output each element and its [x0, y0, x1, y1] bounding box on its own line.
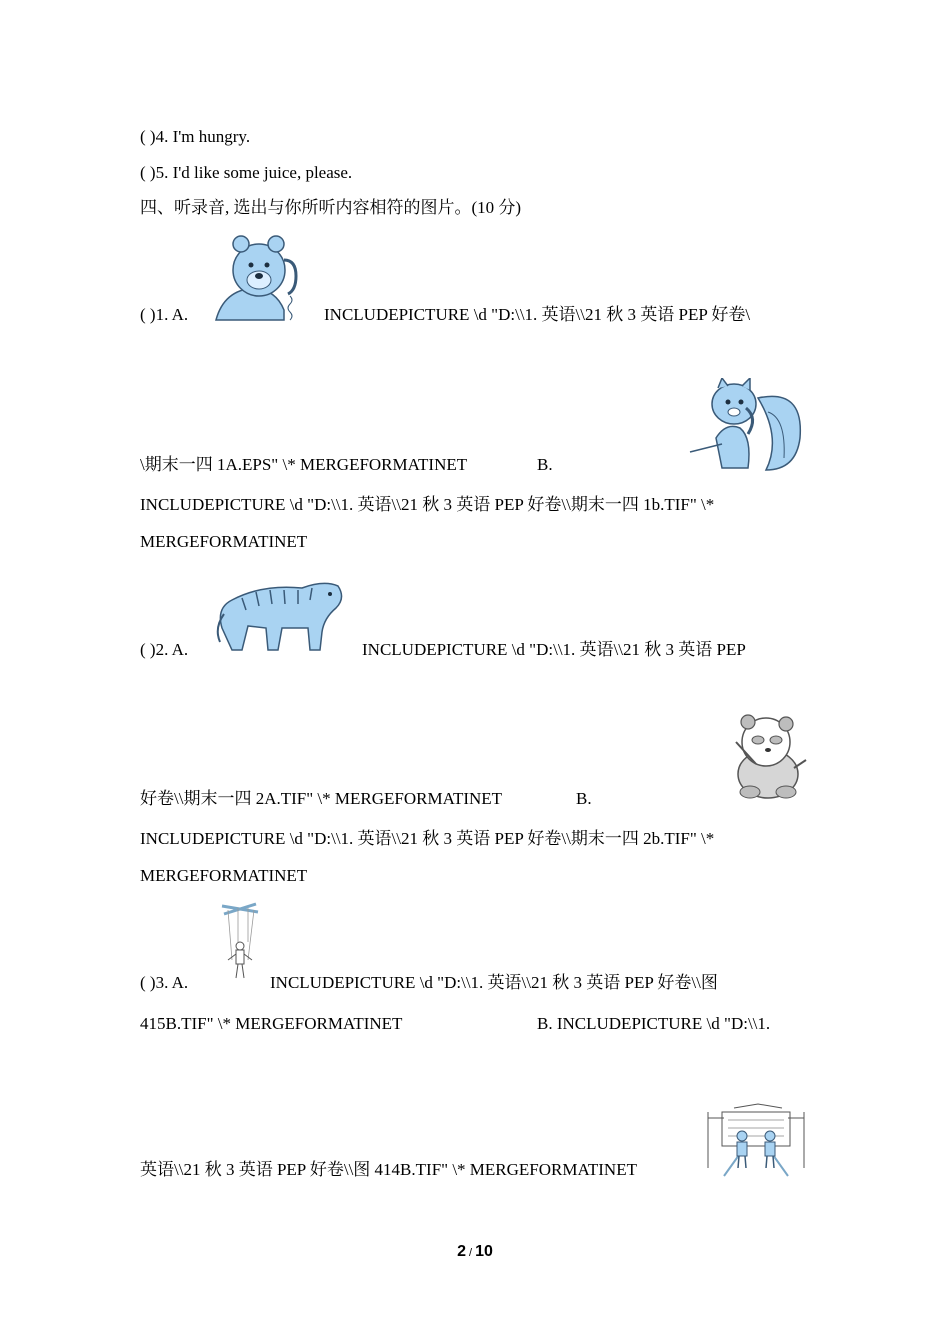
squirrel-on-phone-image	[686, 378, 808, 474]
q2-prefix: ( )2. A.	[140, 640, 189, 659]
q3-line2a: 415B.TIF" \* MERGEFORMATINET	[140, 1014, 403, 1033]
school-children-image	[704, 1098, 808, 1178]
q2-line1-text: INCLUDEPICTURE \d "D:\\1. 英语\\21 秋 3 英语 PEP	[362, 640, 746, 659]
tiger-image	[212, 568, 346, 654]
q3-line2b: B. INCLUDEPICTURE \d "D:\\1.	[537, 1014, 771, 1033]
page-separator: /	[469, 1247, 473, 1259]
section-heading: 四、听录音, 选出与你所听内容相符的图片。(10 分)	[140, 198, 522, 217]
page-current: 2	[457, 1243, 467, 1260]
item-4: ( )4. I'm hungry.	[140, 127, 251, 146]
q1-line1: INCLUDEPICTURE \d "D:\\1. 英语\\21 秋 3 英语 PEP 好卷\	[324, 305, 751, 324]
q3-line1-text: INCLUDEPICTURE \d "D:\\1. 英语\\21 秋 3 英语 PEP 好卷\\图	[270, 973, 718, 992]
q3-line1	[270, 973, 810, 993]
page-total: 10	[475, 1243, 493, 1260]
q1-line2b: B.	[537, 455, 553, 474]
q2-line3	[140, 829, 810, 849]
q2-line2a: 好卷\\期末一四 2A.TIF" \* MERGEFORMATINET	[140, 789, 503, 808]
q2-line1	[362, 640, 810, 660]
page-number	[0, 1243, 950, 1261]
q1-line2a: \期末一四 1A.EPS" \* MERGEFORMATINET	[140, 455, 468, 474]
puppet-image	[218, 900, 262, 990]
item-5: ( )5. I'd like some juice, please.	[140, 163, 353, 182]
q2-line2b: B.	[576, 789, 592, 808]
q1-line4: MERGEFORMATINET	[140, 532, 308, 551]
q2-line4: MERGEFORMATINET	[140, 866, 308, 885]
q1-line3	[140, 495, 810, 515]
q3-prefix: ( )3. A.	[140, 973, 189, 992]
q3-line3: 英语\\21 秋 3 英语 PEP 好卷\\图 414B.TIF" \* MERGEFORMATINET	[140, 1160, 637, 1179]
panda-image	[728, 712, 808, 800]
bear-on-phone-image	[214, 230, 306, 322]
q1-prefix: ( )1. A.	[140, 305, 189, 324]
q2-line3-text: INCLUDEPICTURE \d "D:\\1. 英语\\21 秋 3 英语 PEP 好卷\\期末一四 2b.TIF" \*	[140, 829, 715, 848]
q1-line3-text: INCLUDEPICTURE \d "D:\\1. 英语\\21 秋 3 英语 PEP 好卷\\期末一四 1b.TIF" \*	[140, 495, 715, 514]
